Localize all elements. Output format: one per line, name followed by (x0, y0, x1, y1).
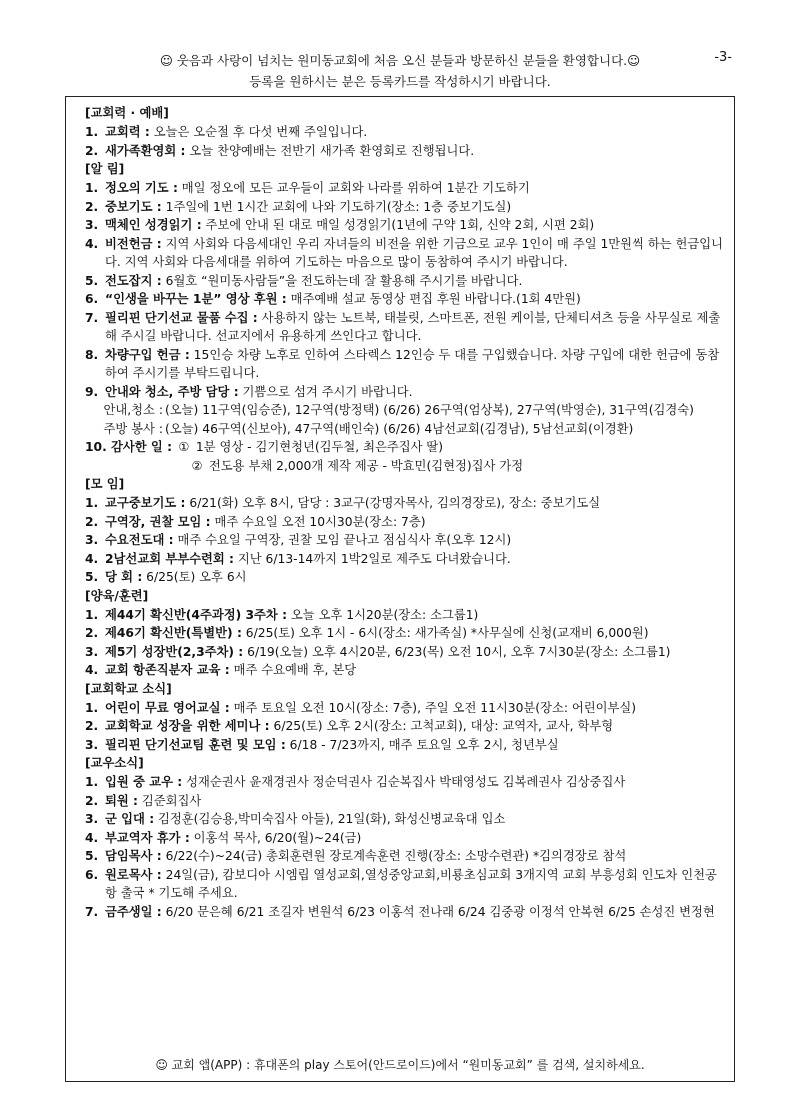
item-label: 제44기 확신반(4주과정) 3주차 : (105, 607, 288, 622)
list-item (85, 198, 725, 217)
item-text (105, 717, 725, 736)
item-number: 3. (85, 737, 99, 752)
item-text (105, 383, 725, 402)
item-text (105, 272, 725, 291)
item-body: 지난 6/13-14까지 1박2일로 제주도 다녀왔습니다. (233, 551, 511, 566)
duty-row (85, 420, 725, 439)
list-item (85, 123, 725, 142)
item-body: 기쁨으로 섬겨 주시기 바랍니다. (238, 384, 413, 399)
item-body: 지역 사회와 다음세대인 우리 자녀들의 비전을 위한 기금으로 교우 1인이 매 주일 1만원씩 하는 헌금입니다. 지역 사회와 다음세대를 위하여 기도하는 마음으로 많이 동참하여 주시기 바랍니다. (105, 236, 724, 269)
item-text (105, 494, 725, 513)
list-item (85, 383, 725, 402)
item-text (105, 198, 725, 217)
item-label: 감사한 일 : (111, 440, 172, 454)
item-number: 2. (85, 199, 99, 214)
item-body: 6/20 문은혜 6/21 조길자 변원석 6/23 이홍석 전나래 6/24 김중광 이정석 안복현 6/25 손성진 변정현 (161, 904, 715, 919)
welcome-line: ☺ 웃음과 사랑이 넘치는 원미동교회에 처음 오신 분들과 방문하신 분들을 환영합니다.☺ (159, 53, 641, 68)
item-number: 5. (85, 849, 99, 863)
item-body: 6/21(화) 오후 8시, 담당 : 3교구(강명자목사, 김의경장로), 장소: 중보기도실 (185, 496, 601, 510)
item-label: “인생을 바꾸는 1분” 영상 후원 : (105, 292, 287, 306)
thanks-row (85, 457, 725, 476)
duty-row (85, 401, 725, 420)
item-number: 8. (85, 347, 99, 362)
item-label: 중보기도 : (105, 199, 162, 214)
item-label: 안내와 청소, 주방 담당 : (105, 384, 239, 399)
item-text (105, 866, 725, 903)
item-label: 제5기 성장반(2,3주차) : (105, 644, 244, 659)
list-item (85, 773, 725, 792)
item-number: 1. (85, 125, 99, 139)
item-label: 교회력 : (105, 125, 150, 139)
item-number: 10. (85, 440, 107, 454)
item-body: 6/22(수)~24(금) 총회훈련원 장로계속훈련 진행(장소: 소망수련관) *김의경장로 참석 (161, 849, 627, 863)
list-item (85, 272, 725, 291)
list-item (85, 513, 725, 532)
item-text (105, 235, 725, 272)
list-item (85, 179, 725, 198)
list-item (85, 438, 725, 457)
item-body: 이홍석 목사, 6/20(월)~24(금) (189, 830, 362, 845)
section-0 (85, 104, 725, 160)
list-item (85, 235, 725, 272)
item-number: 1. (85, 496, 99, 510)
item-body: 김정훈(김승용,박미숙집사 아들), 21일(화), 화성신병교육대 입소 (154, 812, 506, 826)
item-body: 6/19(오늘) 오후 4시20분, 6/23(목) 오전 10시, 오후 7시30분(장소: 소그룹1) (243, 644, 671, 659)
item-number: 6. (85, 292, 99, 306)
list-item (85, 792, 725, 811)
item-label: 전도잡지 : (105, 273, 162, 288)
item-body: 성재순권사 윤재경권사 정순덕권사 김순복집사 박태영성도 김복례권사 김상중집사 (182, 775, 626, 789)
item-number: 7. (85, 904, 99, 919)
item-text (111, 438, 725, 457)
item-body: 매주 토요일 오전 10시(장소: 7층), 주일 오전 11시30분(장소: 어린이부실) (229, 700, 637, 715)
list-item (85, 717, 725, 736)
item-text (105, 736, 725, 755)
list-item (85, 550, 725, 569)
item-label: 정오의 기도 : (105, 181, 178, 195)
item-label: 담임목사 : (105, 849, 162, 863)
item-label: 차량구입 헌금 : (105, 347, 190, 362)
item-text (105, 792, 725, 811)
list-item (85, 290, 725, 309)
item-text (105, 346, 725, 383)
list-item (85, 216, 725, 235)
item-text (105, 643, 725, 662)
item-text (105, 531, 725, 550)
item-body: 15인승 차량 노후로 인하여 스타렉스 12인승 두 대를 구입했습니다. 차량 구입에 대한 헌금에 동참하여 주시기를 부탁드립니다. (105, 347, 720, 380)
item-number: 2. (85, 514, 99, 529)
list-item (85, 606, 725, 625)
item-number: 1. (85, 607, 99, 622)
item-body: 오늘 찬양예배는 전반기 새가족 환영회로 진행됩니다. (185, 143, 475, 158)
item-body: 6월호 “원미동사람들”을 전도하는데 잘 활용해 주시기를 바랍니다. (161, 273, 523, 288)
item-text (105, 290, 725, 309)
item-text (105, 216, 725, 235)
duty-text: (오늘) 11구역(임승준), 12구역(방정택) (6/26) 26구역(엄상복), 27구역(박영순), 31구역(김경숙) (165, 403, 694, 417)
registration-line: 등록을 원하시는 분은 등록카드를 작성하시기 바랍니다. (249, 74, 551, 89)
item-body: 주보에 안내 된 대로 매일 성경읽기(1년에 구약 1회, 신약 2회, 시편 2회) (201, 218, 595, 232)
list-item (85, 568, 725, 587)
item-label: 퇴원 : (105, 793, 138, 808)
list-item (85, 661, 725, 680)
item-label: 원로목사 : (105, 867, 162, 882)
item-body: 사용하지 않는 노트북, 태블릿, 스마트폰, 전원 케이블, 단체티셔츠 등을 사무실로 제출해 주시길 바랍니다. 선교지에서 유용하게 쓰인다고 합니다. (105, 310, 721, 343)
item-number: 3. (85, 218, 99, 232)
item-label: 제46기 확신반(특별반) : (105, 626, 242, 640)
item-number: 5. (85, 273, 99, 288)
list-item (85, 866, 725, 903)
item-body: 오늘 오후 1시20분(장소: 소그룹1) (287, 607, 479, 622)
item-text (105, 847, 725, 866)
item-body: 매주 수요예배 후, 본당 (229, 663, 357, 677)
item-label: 맥체인 성경읽기 : (105, 218, 202, 232)
item-label: 당 회 : (105, 570, 143, 584)
item-label: 교회 항존직분자 교육 : (105, 663, 230, 677)
item-number: 4. (85, 830, 99, 845)
section-5 (85, 754, 725, 921)
section-1 (85, 160, 725, 475)
item-number: 6. (85, 867, 99, 882)
item-text (105, 123, 725, 142)
item-number: 3. (85, 533, 99, 547)
list-item (85, 494, 725, 513)
item-number: 2. (85, 143, 99, 158)
item-text (105, 699, 725, 718)
item-text (105, 606, 725, 625)
item-number: 4. (85, 663, 99, 677)
item-number: 1. (85, 775, 99, 789)
item-label: 군 입대 : (105, 812, 155, 826)
section-title: [모 임] (85, 477, 125, 491)
item-body: 매주 수요일 오전 10시30분(장소: 7층) (210, 514, 426, 529)
item-text (105, 810, 725, 829)
list-item (85, 699, 725, 718)
item-text (105, 661, 725, 680)
item-body: 오늘은 오순절 후 다섯 번째 주일입니다. (149, 125, 368, 139)
list-item (85, 643, 725, 662)
item-label: 구역장, 권찰 모임 : (105, 514, 211, 529)
list-item (85, 829, 725, 848)
list-item (85, 903, 725, 922)
page-number: -3- (714, 50, 732, 65)
section-title: [알 림] (85, 162, 125, 176)
list-item (85, 142, 725, 161)
item-label: 2남선교회 부부수련회 : (105, 551, 234, 566)
section-title: [교우소식] (85, 756, 144, 770)
duty-key: 주방 봉사 : (103, 421, 163, 436)
item-text (105, 568, 725, 587)
item-text (105, 624, 725, 643)
thanks-text: 전도용 부채 2,000개 제작 제공 - 박효민(김현정)집사 가정 (208, 458, 524, 473)
item-text (105, 550, 725, 569)
item-number: 2. (85, 626, 99, 640)
duty-text: (오늘) 46구역(신보아), 47구역(배인숙) (6/26) 4남선교회(김경남), 5남선교회(이경환) (165, 421, 634, 436)
item-number: 4. (85, 236, 99, 251)
circle-number: ① (178, 440, 190, 454)
item-text (105, 773, 725, 792)
item-number: 2. (85, 719, 99, 733)
list-item (85, 624, 725, 643)
item-number: 3. (85, 644, 99, 659)
item-number: 9. (85, 384, 99, 399)
item-body: 매주 수요일 구역장, 권찰 모임 끝나고 점심식사 후(오후 12시) (173, 533, 512, 547)
thanks-text: 1분 영상 - 김기현청년(김두철, 최은주집사 딸) (195, 440, 444, 454)
item-text (105, 829, 725, 848)
section-4 (85, 680, 725, 755)
item-number: 5. (85, 570, 99, 584)
item-body: 6/25(토) 오후 6시 (142, 570, 247, 584)
item-number: 3. (85, 812, 99, 826)
circle-number: ② (191, 458, 203, 473)
section-title: [교회력 · 예배] (85, 106, 169, 120)
duty-key: 안내,청소 : (103, 403, 163, 417)
list-item (85, 810, 725, 829)
item-number: 2. (85, 793, 99, 808)
item-body: 1주일에 1번 1시간 교회에 나와 기도하기(장소: 1층 중보기도실) (161, 199, 512, 214)
item-number: 7. (85, 310, 99, 325)
item-text (105, 179, 725, 198)
list-item (85, 346, 725, 383)
item-label: 어린이 무료 영어교실 : (105, 700, 230, 715)
item-number: 4. (85, 551, 99, 566)
item-text (105, 309, 725, 346)
item-body: 6/18 - 7/23까지, 매주 토요일 오후 2시, 청년부실 (285, 737, 559, 752)
section-2 (85, 475, 725, 587)
item-label: 금주생일 : (105, 904, 162, 919)
app-notice: ☺ 교회 앱(APP) : 휴대폰의 play 스토어(안드로이드)에서 “원미동교회” 를 검색, 설치하세요. (155, 1058, 645, 1072)
item-body: 김준회집사 (137, 793, 202, 808)
item-label: 수요전도대 : (105, 533, 174, 547)
item-label: 필리핀 단기선교 물품 수집 : (105, 310, 258, 325)
item-label: 부교역자 휴가 : (105, 830, 190, 845)
item-text (105, 142, 725, 161)
item-label: 교구중보기도 : (105, 496, 186, 510)
section-title: [양육/훈련] (85, 588, 149, 603)
item-number: 1. (85, 700, 99, 715)
page-header (0, 50, 800, 92)
list-item (85, 736, 725, 755)
list-item (85, 531, 725, 550)
list-item (85, 847, 725, 866)
item-label: 필리핀 단기선교팀 훈련 및 모임 : (105, 737, 286, 752)
item-text (105, 903, 725, 922)
item-body: 6/25(토) 오후 1시 - 6시(장소: 새가족실) *사무실에 신청(교재비 6,000원) (241, 626, 649, 640)
section-title: [교회학교 소식] (85, 681, 172, 696)
item-label: 입원 중 교우 : (105, 775, 183, 789)
bulletin-content (85, 104, 725, 921)
list-item (85, 309, 725, 346)
item-body: 매주예배 설교 동영상 편집 후원 바랍니다.(1회 4만원) (286, 292, 581, 306)
item-text (105, 513, 725, 532)
item-body: 6/25(토) 오후 2시(장소: 고척교회), 대상: 교역자, 교사, 학부형 (269, 719, 614, 733)
item-number: 1. (85, 181, 99, 195)
section-3 (85, 587, 725, 680)
item-label: 교회학교 성장을 위한 세미나 : (105, 719, 270, 733)
item-label: 새가족환영회 : (105, 143, 186, 158)
item-label: 비전헌금 : (105, 236, 162, 251)
item-body: 24일(금), 캄보디아 시엠립 열성교회,열성중앙교회,비룡초심교회 3개지역 교회 부흥성회 인도차 인천공항 출국 * 기도해 주세요. (105, 867, 717, 900)
item-body: 매일 정오에 모든 교우들이 교회와 나라를 위하여 1분간 기도하기 (177, 181, 530, 195)
